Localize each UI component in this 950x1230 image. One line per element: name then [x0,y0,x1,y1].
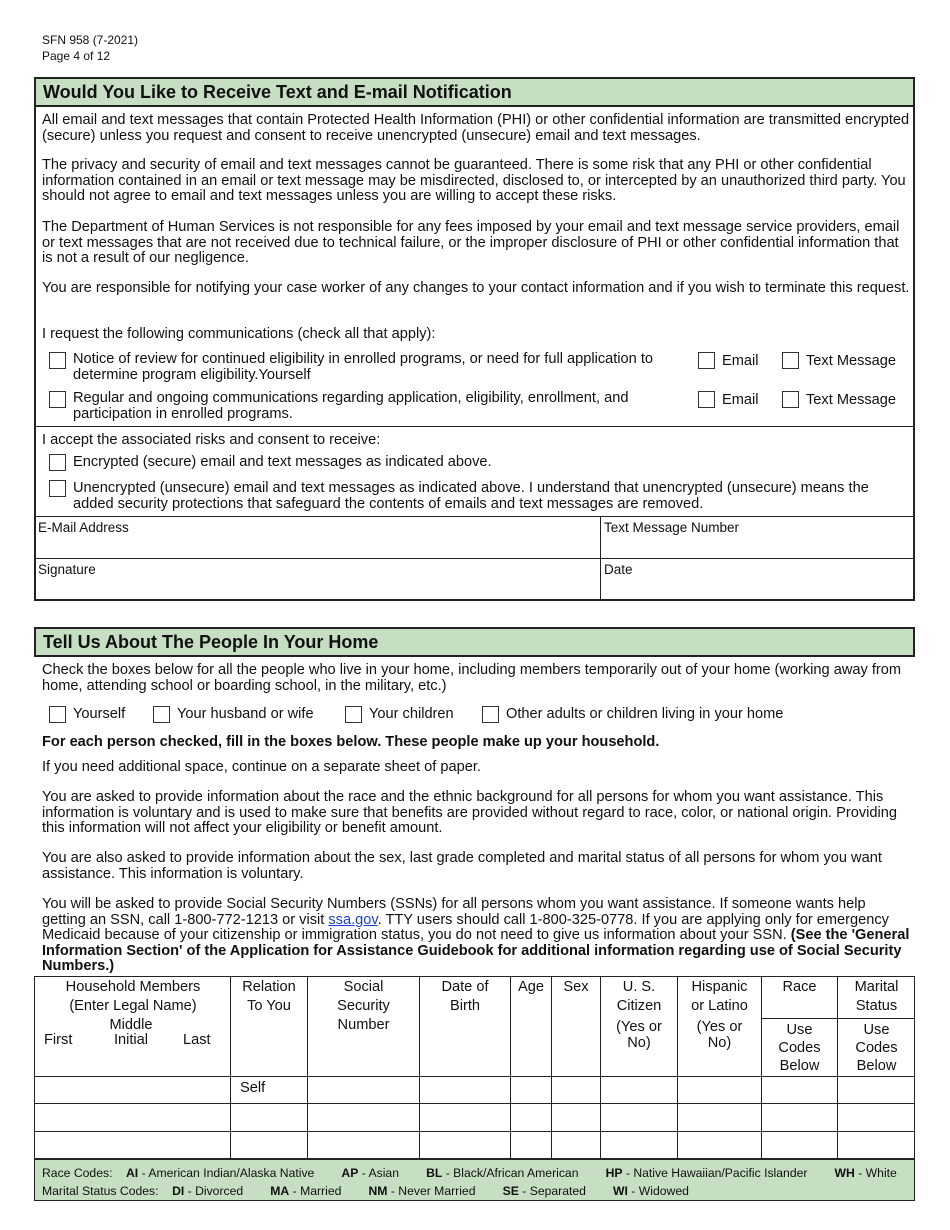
code-hp: HP [605,1166,623,1180]
row1-relation: Self [240,1080,266,1096]
header-middle [96,1018,166,1048]
race-below: Below [779,1058,820,1074]
row-line [34,1131,915,1132]
code-hp-text: - Native Hawaiian/Pacific Islander [622,1166,808,1180]
header-citizen-3: (Yes or [616,1019,662,1035]
header-ssn-3: Number [337,1017,390,1033]
marital-codes-line [42,1184,689,1198]
request-intro: I request the following communications (check all that apply): [42,326,436,342]
code-nm: NM [368,1184,388,1198]
header-relation-text: Relation [242,979,296,995]
header-marital-codes [838,1021,915,1075]
sex-paragraph: You are also asked to provide information about the sex, last grade completed and marital status of all persons for whom you want assistance. This information is voluntary. [42,850,882,882]
code-bl-text: - Black/African American [442,1166,579,1180]
header-citizen-1: U. S. [622,979,656,995]
code-ap: AP [341,1166,359,1180]
race-codes-label: Race Codes: [42,1166,113,1180]
form-header [42,32,138,64]
row-line [34,1103,915,1104]
header-hispanic [678,978,761,1051]
date-field[interactable]: Date [604,562,633,577]
code-wi-text: - Widowed [627,1184,689,1198]
marital-codes: Codes [855,1040,898,1056]
header-hispanic-4: No) [707,1035,732,1051]
codes-legend [34,1159,915,1201]
code-wh: WH [834,1166,855,1180]
header-ssn-2: Security [337,998,390,1014]
spouse-checkbox[interactable] [153,706,170,723]
header-relation-sub: To You [247,998,291,1014]
regular-email-checkbox[interactable] [698,391,715,408]
header-ssn-1: Social [343,979,384,995]
ssn-guidebook-note: (See the 'General Information Section' of the Application for Assistance Guidebook for additional information regarding use of Social Security Numbers.) [42,927,910,974]
encrypted-checkbox[interactable] [49,454,66,471]
form-id: SFN 958 (7-2021) [42,33,139,47]
code-di-text: - Divorced [184,1184,244,1198]
header-sex: Sex [563,979,589,995]
header-race-codes [762,1021,837,1075]
code-ap-text: - Asian [358,1166,399,1180]
ssa-link[interactable]: ssa.gov [328,911,378,928]
divider [34,426,915,427]
code-se: SE [502,1184,519,1198]
notice-text-label: Text Message [806,353,897,369]
space-note: If you need additional space, continue on a separate sheet of paper. [42,759,481,775]
yourself-label: Yourself [73,706,126,722]
header-marital [838,978,915,1016]
header-hispanic-3: (Yes or [696,1019,743,1035]
race-paragraph: You are asked to provide information about the race and the ethnic background for all persons for whom you want assistance. This information is voluntary and is used to make sure that benefits are provided without regard to race, color, or national origin. Providing this information will not affect your eligibility or benefit amount. [42,789,898,836]
regular-text-label: Text Message [806,392,897,408]
code-wi: WI [613,1184,628,1198]
header-hispanic-1: Hispanic [691,979,748,995]
people-section [34,627,915,657]
race-codes-line [42,1166,897,1180]
race-use: Use [786,1022,813,1038]
spouse-label: Your husband or wife [177,706,314,722]
ssn-text-2: . TTY users should call 1-800-325-0778. If you are applying only for emergency Medicaid because of your citizenship or immigration status, you do not need to give us information about your SSN. [42,911,889,943]
section-title: Would You Like to Receive Text and E-mail Notification [36,79,913,107]
header-marital-1: Marital [854,979,899,995]
yourself-checkbox[interactable] [49,706,66,723]
accept-intro: I accept the associated risks and consent to receive: [42,432,381,448]
code-ai: AI [126,1166,139,1180]
notice-email-checkbox[interactable] [698,352,715,369]
unencrypted-label: Unencrypted (unsecure) email and text messages as indicated above. I understand that unencrypted (unsecure) means the added security protections that safeguard the contents of emails and text messages are removed. [73,480,869,512]
other-adults-checkbox[interactable] [482,706,499,723]
email-address-field[interactable]: E-Mail Address [38,520,129,535]
code-ma: MA [270,1184,290,1198]
text-number-field[interactable]: Text Message Number [604,520,740,535]
regular-email-label: Email [722,392,759,408]
col-line [510,976,511,1159]
code-ai-text: - American Indian/Alaska Native [138,1166,315,1180]
header-citizen-4: No) [627,1035,651,1051]
code-wh-text: - White [854,1166,897,1180]
marital-codes-label: Marital Status Codes: [42,1184,159,1198]
header-race: Race [782,979,817,995]
header-members [36,978,230,1016]
notice-review-label: Notice of review for continued eligibility in enrolled programs, or need for full application to determine program eligibility.Yourself [73,351,654,383]
children-checkbox[interactable] [345,706,362,723]
header-last: Last [183,1032,211,1048]
header-age: Age [518,979,544,995]
code-se-text: - Separated [518,1184,586,1198]
header-members-sub: (Enter Legal Name) [69,998,197,1014]
header-relation [231,978,307,1016]
regular-comms-label: Regular and ongoing communications regarding application, eligibility, enrollment, and participation in enrolled programs. [73,390,629,422]
header-middle-text: Middle [109,1017,153,1033]
header-divider [761,1018,915,1019]
header-citizen-2: Citizen [616,998,662,1014]
header-citizen [601,978,677,1051]
children-label: Your children [369,706,454,722]
signature-field[interactable]: Signature [38,562,96,577]
divider [34,558,915,559]
paragraph-privacy: The privacy and security of email and text messages cannot be guaranteed. There is some risk that any PHI or other confidential information contained in an email or text message may be misdirected, disclosed to, or intercepted by an unauthorized third party. You should not agree to email and text messages unless you are willing to accept these risks. [42,157,906,204]
section-title: Tell Us About The People In Your Home [36,629,913,655]
notice-review-checkbox[interactable] [49,352,66,369]
header-ssn [308,978,419,1035]
encrypted-label: Encrypted (secure) email and text messages as indicated above. [73,454,492,470]
regular-text-checkbox[interactable] [782,391,799,408]
marital-below: Below [856,1058,897,1074]
household-note: For each person checked, fill in the boxes below. These people make up your household. [42,734,660,750]
divider [34,516,915,517]
header-hispanic-2: or Latino [691,998,748,1014]
header-dob [420,978,510,1016]
regular-comms-checkbox[interactable] [49,391,66,408]
marital-use: Use [863,1022,890,1038]
header-middle-sub: Initial [113,1032,149,1048]
race-codes: Codes [778,1040,821,1056]
paragraph-phi: All email and text messages that contain Protected Health Information (PHI) or other confidential information are transmitted encrypted (secure) unless you request and consent to receive unencrypted (unsecure) email and text messages. [42,112,910,144]
ssn-text: You will be asked to provide Social Security Numbers (SSNs) for all persons whom you want assistance. If someone wants help getting an SSN, call 1-800-772-1213 or visit [42,896,866,928]
header-members-text: Household Members [65,979,201,995]
row-line [34,1076,915,1077]
notice-text-checkbox[interactable] [782,352,799,369]
code-bl: BL [426,1166,443,1180]
header-dob-1: Date of [441,979,489,995]
code-nm-text: - Never Married [387,1184,476,1198]
paragraph-responsibility: You are responsible for notifying your case worker of any changes to your contact information and if you wish to terminate this request. [42,280,910,296]
header-marital-2: Status [855,998,898,1014]
header-first: First [44,1032,73,1048]
col-line [551,976,552,1159]
ssn-paragraph [42,897,912,975]
paragraph-fees: The Department of Human Services is not responsible for any fees imposed by your email and text message service providers, email or text messages that are not received due to technical failure, or the improper disclosure of PHI or other confidential information that is not a result of our negligence. [42,219,900,266]
page-number: Page 4 of 12 [42,49,111,63]
other-adults-label: Other adults or children living in your home [506,706,784,722]
code-ma-text: - Married [289,1184,342,1198]
code-di: DI [172,1184,185,1198]
header-dob-2: Birth [449,998,480,1014]
notice-email-label: Email [722,353,759,369]
people-intro: Check the boxes below for all the people who live in your home, including members temporarily out of your home (working away from home, attending school or boarding school, in the military, etc.) [42,662,902,694]
unencrypted-checkbox[interactable] [49,480,66,497]
